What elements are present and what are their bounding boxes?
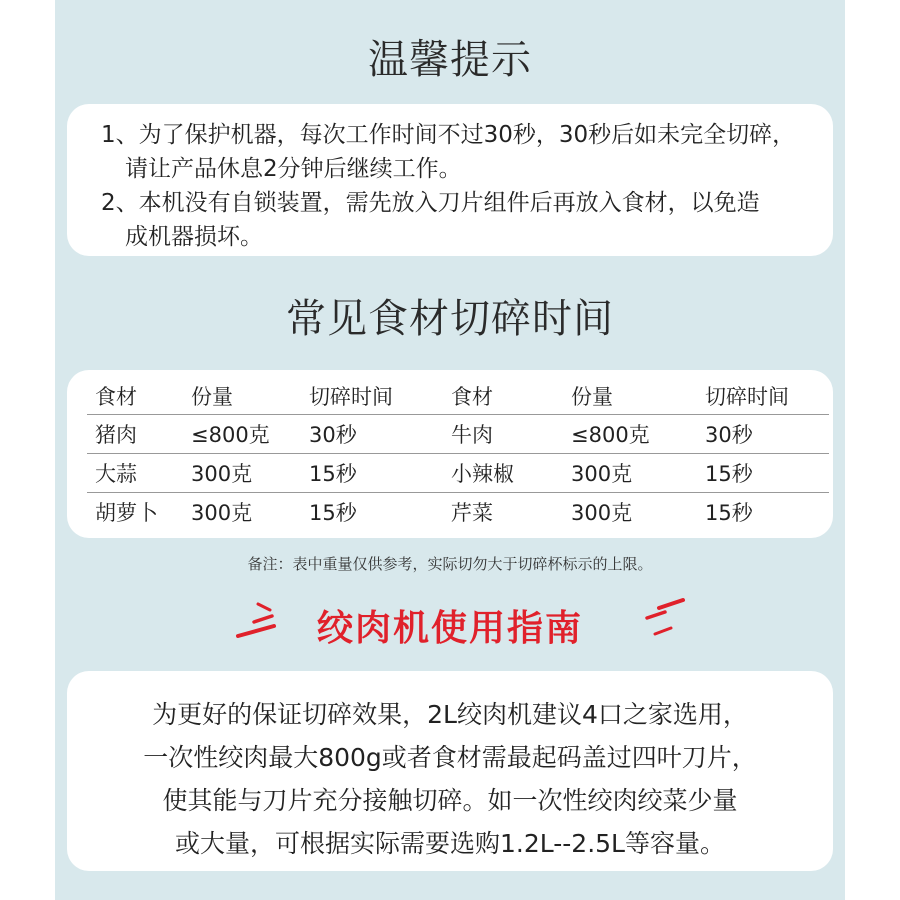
guide-line-4: 或大量，可根据实际需要选购1.2L--2.5L等容量。 xyxy=(175,829,725,858)
tips-card xyxy=(67,104,833,256)
table-row xyxy=(87,454,829,493)
tip-line-4: 成机器损坏。 xyxy=(125,224,263,250)
tip-line-3: 2、本机没有自锁装置，需先放入刀片组件后再放入食材，以免造 xyxy=(101,190,760,216)
header-amount: 份量 xyxy=(183,378,301,415)
header-time: 切碎时间 xyxy=(301,378,443,415)
table-header-row xyxy=(87,378,829,415)
table-row xyxy=(87,415,829,454)
times-card xyxy=(67,370,833,538)
table-cell: 大蒜 xyxy=(87,454,183,493)
table-cell: 300克 xyxy=(183,454,301,493)
table-cell: 15秒 xyxy=(301,454,443,493)
guide-line-3: 使其能与刀片充分接触切碎。如一次性绞肉绞菜少量 xyxy=(162,786,738,815)
guide-line-2: 一次性绞肉最大800g或者食材需最起码盖过四叶刀片， xyxy=(143,743,757,772)
page-panel xyxy=(55,0,845,900)
guide-card xyxy=(67,671,833,871)
header-amount: 份量 xyxy=(563,378,697,415)
guide-title: 绞肉机使用指南 xyxy=(316,608,583,649)
table-cell: 300克 xyxy=(563,454,697,493)
guide-line-1: 为更好的保证切碎效果，2L绞肉机建议4口之家选用， xyxy=(152,700,748,729)
table-cell: 300克 xyxy=(571,501,633,525)
tips-title: 温馨提示 xyxy=(368,37,532,83)
table-cell: 15秒 xyxy=(705,501,753,525)
table-cell: 30秒 xyxy=(301,415,443,454)
right-accent-strokes-icon xyxy=(625,596,695,646)
table-cell: 15秒 xyxy=(697,454,829,493)
table-cell: 牛肉 xyxy=(443,415,563,454)
times-title: 常见食材切碎时间 xyxy=(286,296,614,342)
table-cell: 30秒 xyxy=(697,415,829,454)
table-cell: 小辣椒 xyxy=(443,454,563,493)
table-cell: 15秒 xyxy=(309,501,357,525)
table-cell: 猪肉 xyxy=(87,415,183,454)
table-cell: ≤800克 xyxy=(183,415,301,454)
table-row xyxy=(87,493,829,532)
header-food: 食材 xyxy=(87,378,183,415)
table-cell: 芹菜 xyxy=(451,501,493,525)
header-food: 食材 xyxy=(443,378,563,415)
table-note: 备注：表中重量仅供参考，实际切勿大于切碎杯标示的上限。 xyxy=(247,555,653,573)
tip-line-1: 1、为了保护机器，每次工作时间不过30秒，30秒后如未完全切碎， xyxy=(101,122,796,148)
tip-line-2: 请让产品休息2分钟后继续工作。 xyxy=(125,156,462,182)
header-time: 切碎时间 xyxy=(697,378,829,415)
table-cell: 300克 xyxy=(191,501,253,525)
food-times-table xyxy=(87,378,829,531)
table-cell: 胡萝卜 xyxy=(95,501,158,525)
table-cell: ≤800克 xyxy=(563,415,697,454)
